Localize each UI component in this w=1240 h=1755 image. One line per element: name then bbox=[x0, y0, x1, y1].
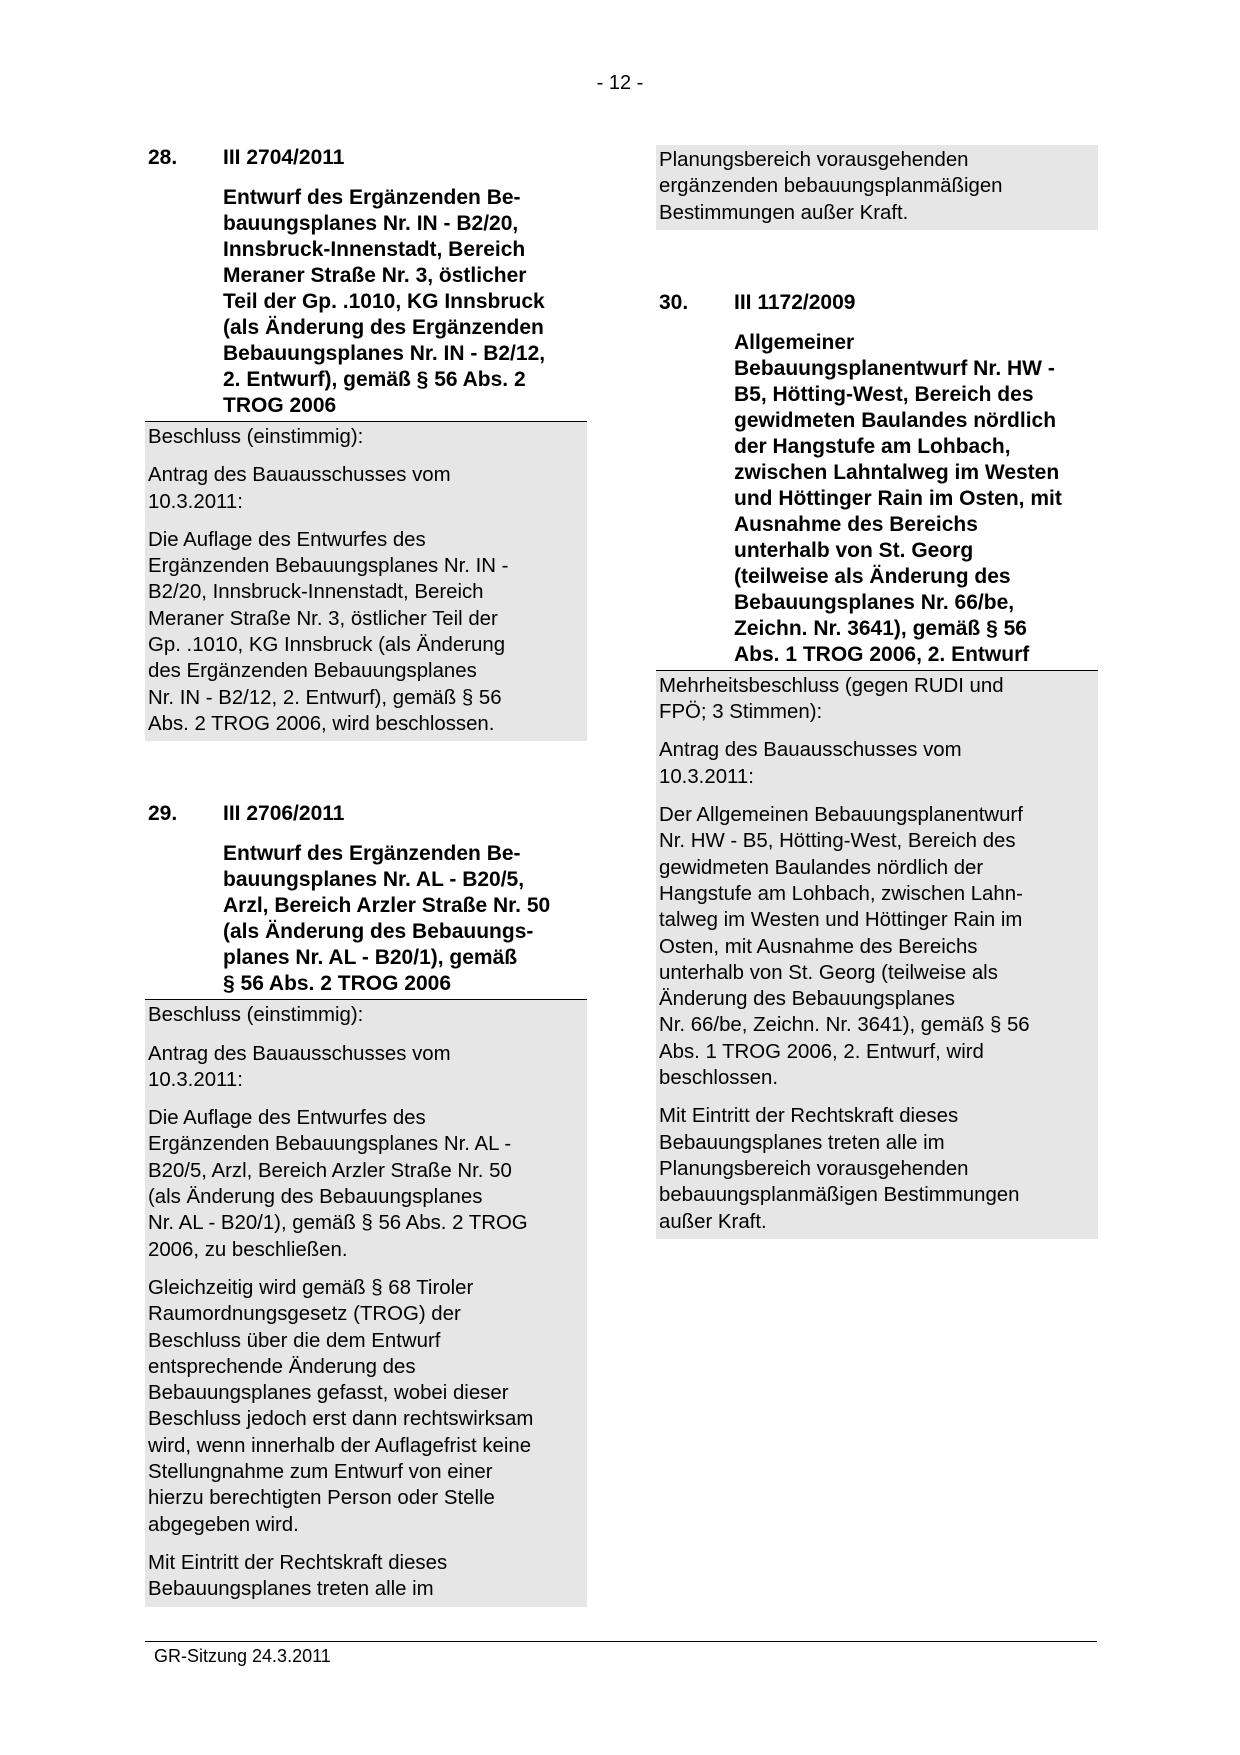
title-line: und Höttinger Rain im Osten, mit bbox=[734, 486, 1062, 510]
title-line: Meraner Straße Nr. 3, östlicher bbox=[223, 264, 527, 287]
title-line: Zeichn. Nr. 3641), gemäß § 56 bbox=[734, 616, 1027, 640]
right-column bbox=[656, 145, 1098, 1239]
title-line: TROG 2006 bbox=[223, 394, 337, 417]
resolution-text-3: Mit Eintritt der Rechtskraft dieses Bebauungsplanes treten alle im bbox=[148, 1551, 448, 1601]
resolution-text: Der Allgemeinen Bebauungsplanentwurf Nr. HW - B5, Hötting-West, Bereich des gewidmeten Baulandes nördlich der Hangstufe am Lohbach, zwischen Lahn- talweg im Westen und Höttinger Rain im Osten, mit Ausnahme des Bereichs unterhalb von St. Georg (teilweise als Änderung des Bebauungsplanes Nr. 66/be, Zeichn. Nr. 3641), gemäß § 56 Abs. 1 TROG 2006, 2. Entwurf, wird beschlossen. bbox=[659, 804, 1030, 1090]
item-number: 29. bbox=[148, 802, 178, 826]
item-reference: III 2706/2011 bbox=[223, 802, 345, 826]
title-line: Arzl, Bereich Arzler Straße Nr. 50 bbox=[223, 894, 551, 918]
title-line: bauungsplanes Nr. AL - B20/5, bbox=[223, 868, 525, 892]
item-29-continuation bbox=[656, 145, 1098, 230]
title-line: § 56 Abs. 2 TROG 2006 bbox=[223, 972, 451, 996]
item-28-body bbox=[145, 422, 587, 741]
header-rule bbox=[656, 670, 1098, 671]
item-number: 30. bbox=[659, 290, 689, 314]
title-line: Allgemeiner bbox=[734, 330, 855, 354]
motion: Antrag des Bauausschusses vom 10.3.2011: bbox=[148, 464, 451, 513]
item-title bbox=[223, 185, 587, 421]
resolution-text-2: Mit Eintritt der Rechtskraft dieses Bebauungsplanes treten alle im Planungsbereich vorausgehenden bebauungsplanmäßigen Bestimmungen außer Kraft. bbox=[659, 1105, 1020, 1233]
item-number: 28. bbox=[148, 146, 178, 169]
item-reference: III 2704/2011 bbox=[223, 146, 345, 169]
footer-rule bbox=[145, 1641, 1097, 1642]
agenda-item-30-header bbox=[656, 290, 1098, 671]
resolution: Mehrheitsbeschluss (gegen RUDI und FPÖ; 3 Stimmen): bbox=[659, 674, 1004, 724]
title-line: (als Änderung des Ergänzenden bbox=[223, 316, 544, 339]
motion: Antrag des Bauausschusses vom 10.3.2011: bbox=[659, 739, 962, 788]
resolution-text-2: Gleichzeitig wird gemäß § 68 Tiroler Raumordnungsgesetz (TROG) der Beschluss über die dem Entwurf entsprechende Änderung des Bebauungsplanes gefasst, wobei dieser Beschluss jedoch erst dann rechtswirksam wird, wenn innerhalb der Auflagefrist keine Stellungnahme zum Entwurf von einer hierzu berechtigten Person oder Stelle abgegeben wird. bbox=[148, 1276, 534, 1536]
motion: Antrag des Bauausschusses vom 10.3.2011: bbox=[148, 1042, 451, 1091]
resolution: Beschluss (einstimmig): bbox=[148, 1004, 364, 1027]
resolution: Beschluss (einstimmig): bbox=[148, 426, 364, 448]
item-30-body bbox=[656, 671, 1098, 1239]
title-line: gewidmeten Baulandes nördlich bbox=[734, 408, 1057, 432]
title-line: der Hangstufe am Lohbach, bbox=[734, 434, 1011, 458]
agenda-item-28-header bbox=[145, 145, 587, 422]
item-reference: III 1172/2009 bbox=[734, 290, 856, 314]
item-title bbox=[223, 841, 587, 999]
title-line: bauungsplanes Nr. IN - B2/20, bbox=[223, 212, 519, 235]
header-rule bbox=[145, 999, 587, 1000]
title-line: (teilweise als Änderung des bbox=[734, 564, 1011, 588]
continuation-text: Planungsbereich vorausgehenden ergänzenden bebauungsplanmäßigen Bestimmungen außer Kraft. bbox=[659, 149, 1003, 224]
title-line: Bebauungsplanentwurf Nr. HW - bbox=[734, 356, 1055, 380]
title-line: Innsbruck-Innenstadt, Bereich bbox=[223, 238, 526, 261]
title-line: Entwurf des Ergänzenden Be- bbox=[223, 842, 521, 866]
title-line: Bebauungsplanes Nr. IN - B2/12, bbox=[223, 342, 546, 365]
item-29-body bbox=[145, 1000, 587, 1606]
page-number: - 12 - bbox=[596, 72, 644, 94]
resolution-text: Die Auflage des Entwurfes des Ergänzenden Bebauungsplanes Nr. IN - B2/20, Innsbruck-Innenstadt, Bereich Meraner Straße Nr. 3, östlicher Teil der Gp. .1010, KG Innsbruck (als Änderung des Ergänzenden Bebauungsplanes Nr. IN - B2/12, 2. Entwurf), gemäß § 56 Abs. 2 TROG 2006, wird beschlossen. bbox=[148, 528, 509, 735]
agenda-item-29-header bbox=[145, 801, 587, 1000]
header-rule bbox=[145, 421, 587, 422]
title-line: zwischen Lahntalweg im Westen bbox=[734, 460, 1060, 484]
title-line: Entwurf des Ergänzenden Be- bbox=[223, 186, 521, 209]
title-line: unterhalb von St. Georg bbox=[734, 538, 974, 562]
title-line: 2. Entwurf), gemäß § 56 Abs. 2 bbox=[223, 368, 526, 391]
title-line: Bebauungsplanes Nr. 66/be, bbox=[734, 590, 1015, 614]
item-title bbox=[734, 330, 1098, 670]
footer-text: GR-Sitzung 24.3.2011 bbox=[154, 1646, 331, 1666]
title-line: Abs. 1 TROG 2006, 2. Entwurf bbox=[734, 642, 1030, 666]
title-line: B5, Hötting-West, Bereich des bbox=[734, 382, 1034, 406]
left-column bbox=[145, 145, 587, 1607]
title-line: (als Änderung des Bebauungs- bbox=[223, 920, 534, 944]
title-line: Teil der Gp. .1010, KG Innsbruck bbox=[223, 290, 545, 313]
title-line: planes Nr. AL - B20/1), gemäß bbox=[223, 946, 518, 970]
resolution-text: Die Auflage des Entwurfes des Ergänzenden Bebauungsplanes Nr. AL - B20/5, Arzl, Bereich Arzler Straße Nr. 50 (als Änderung des Bebauungsplanes Nr. AL - B20/1), gemäß § 56 Abs. 2 TROG 2006, zu beschließen. bbox=[148, 1107, 528, 1261]
title-line: Ausnahme des Bereichs bbox=[734, 512, 978, 536]
